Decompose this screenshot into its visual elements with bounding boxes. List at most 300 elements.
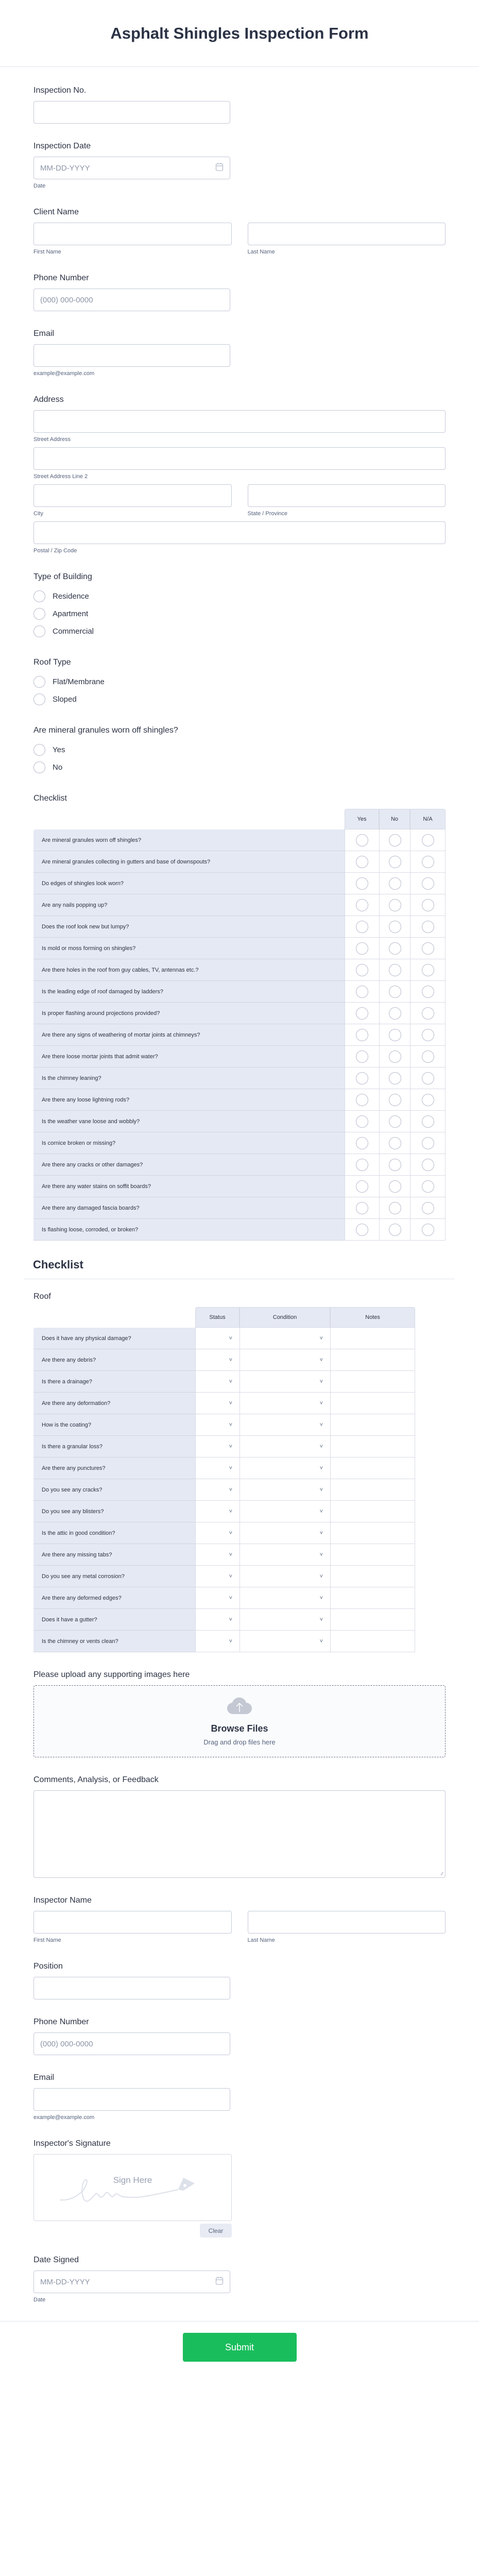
checklist-cell	[410, 981, 446, 1003]
radio-yes[interactable]	[356, 964, 368, 976]
inspection-no-label: Inspection No.	[33, 86, 87, 95]
signature-pen-icon	[60, 2175, 209, 2206]
table-row	[33, 959, 446, 981]
radio-no[interactable]	[389, 1072, 401, 1084]
radio-yes[interactable]	[356, 1094, 368, 1106]
checklist-cell	[410, 1067, 446, 1089]
radio-yes[interactable]	[356, 899, 368, 911]
checklist-field	[33, 793, 446, 1241]
row-question: Are there any deformation?	[33, 1393, 195, 1414]
radio-label: Yes	[53, 745, 65, 754]
checklist-cell	[345, 1024, 379, 1046]
radio-circle[interactable]	[33, 693, 45, 705]
table-row	[33, 851, 446, 873]
radio-na[interactable]	[422, 899, 434, 911]
radio-circle[interactable]	[33, 744, 45, 756]
column-header: Yes	[345, 809, 379, 829]
checklist-matrix	[33, 809, 446, 1241]
notes-input[interactable]	[330, 1371, 415, 1393]
table-row	[33, 1587, 446, 1609]
client-name-label: Client Name	[33, 208, 79, 216]
radio-yes[interactable]	[356, 1115, 368, 1128]
chevron-down-icon: ˅	[229, 1400, 232, 1406]
row-question: Is the leading edge of roof damaged by ladders?	[33, 981, 345, 1003]
status-dropdown[interactable]	[195, 1631, 239, 1652]
notes-input[interactable]	[330, 1544, 415, 1566]
submit-button[interactable]: Submit	[183, 2333, 297, 2362]
condition-dropdown[interactable]	[239, 1328, 330, 1349]
radio-no[interactable]	[389, 1180, 401, 1193]
checklist-section-heading: Checklist	[33, 1258, 83, 1271]
row-question: Do you see any cracks?	[33, 1479, 195, 1501]
address-label: Address	[33, 395, 64, 404]
notes-input[interactable]	[330, 1479, 415, 1501]
column-header: No	[379, 809, 410, 829]
checklist-cell	[410, 894, 446, 916]
chevron-down-icon: ˅	[229, 1378, 232, 1385]
chevron-down-icon: ˅	[319, 1530, 323, 1536]
checklist-cell	[345, 1111, 379, 1132]
upload-field	[33, 1670, 446, 1757]
status-dropdown[interactable]	[195, 1371, 239, 1393]
condition-dropdown[interactable]	[239, 1393, 330, 1414]
radio-no[interactable]	[389, 899, 401, 911]
status-dropdown[interactable]	[195, 1566, 239, 1587]
inspector-email-label: Email	[33, 2073, 55, 2082]
table-row	[33, 1501, 446, 1522]
radio-no[interactable]	[389, 1137, 401, 1149]
notes-input[interactable]	[330, 1458, 415, 1479]
radio-na[interactable]	[422, 834, 434, 846]
radio-label: Apartment	[53, 609, 89, 618]
chevron-down-icon: ˅	[319, 1616, 323, 1623]
phone-placeholder: (000) 000-0000	[40, 2039, 93, 2048]
row-question: Are there loose mortar joints that admit water?	[33, 1046, 345, 1067]
date-signed-field	[33, 2255, 446, 2303]
row-question: Does the roof look new but lumpy?	[33, 916, 345, 938]
row-question: Is flashing loose, corroded, or broken?	[33, 1219, 345, 1241]
checklist-cell	[410, 1197, 446, 1219]
radio-yes[interactable]	[356, 1202, 368, 1214]
status-dropdown[interactable]	[195, 1349, 239, 1371]
inspector-email-input[interactable]	[33, 2088, 230, 2111]
zip-sublabel: Postal / Zip Code	[33, 548, 77, 554]
radio-label: Commercial	[53, 626, 94, 636]
position-input[interactable]	[33, 1977, 230, 1999]
date-signed-sublabel: Date	[33, 2297, 46, 2303]
column-header: Condition	[239, 1307, 330, 1328]
condition-dropdown[interactable]	[239, 1609, 330, 1631]
browse-files-button[interactable]: Browse Files	[211, 1723, 268, 1734]
radio-no[interactable]	[389, 1202, 401, 1214]
inspector-first-name-input[interactable]	[33, 1911, 232, 1934]
radio-yes[interactable]	[356, 1159, 368, 1171]
checklist-cell	[410, 1089, 446, 1111]
radio-residence[interactable]	[33, 587, 446, 605]
street-address-2-sublabel: Street Address Line 2	[33, 473, 88, 480]
chevron-down-icon: ˅	[229, 1638, 232, 1645]
radio-na[interactable]	[422, 1224, 434, 1236]
notes-input[interactable]	[330, 1566, 415, 1587]
checklist-cell	[379, 1089, 410, 1111]
condition-dropdown[interactable]	[239, 1587, 330, 1609]
date-signed-label: Date Signed	[33, 2256, 79, 2264]
notes-input[interactable]	[330, 1609, 415, 1631]
table-row	[33, 1154, 446, 1176]
checklist-cell	[379, 1132, 410, 1154]
chevron-down-icon: ˅	[319, 1335, 323, 1342]
radio-no[interactable]	[389, 1050, 401, 1063]
inspector-name-label: Inspector Name	[33, 1896, 92, 1905]
table-row	[33, 829, 446, 851]
row-question: Is cornice broken or missing?	[33, 1132, 345, 1154]
condition-dropdown[interactable]	[239, 1349, 330, 1371]
chevron-down-icon: ˅	[319, 1400, 323, 1406]
notes-input[interactable]	[330, 1328, 415, 1349]
checklist-cell	[410, 1154, 446, 1176]
building-type-label: Type of Building	[33, 572, 92, 581]
checklist-cell	[345, 1154, 379, 1176]
table-row	[33, 1414, 446, 1436]
condition-dropdown[interactable]	[239, 1566, 330, 1587]
granules-field	[33, 725, 446, 776]
chevron-down-icon: ˅	[229, 1616, 232, 1623]
form-body	[0, 67, 479, 2303]
checklist-cell	[410, 1003, 446, 1024]
status-dropdown[interactable]	[195, 1328, 239, 1349]
checklist-cell	[410, 1046, 446, 1067]
row-question: Do you see any metal corrosion?	[33, 1566, 195, 1587]
radio-yes[interactable]	[356, 877, 368, 890]
condition-dropdown[interactable]	[239, 1544, 330, 1566]
checklist-cell	[410, 829, 446, 851]
condition-dropdown[interactable]	[239, 1414, 330, 1436]
radio-na[interactable]	[422, 921, 434, 933]
notes-input[interactable]	[330, 1631, 415, 1652]
roof-type-label: Roof Type	[33, 658, 71, 667]
radio-label: Residence	[53, 591, 89, 601]
table-row	[33, 981, 446, 1003]
radio-na[interactable]	[422, 986, 434, 998]
checklist-cell	[379, 1046, 410, 1067]
condition-dropdown[interactable]	[239, 1479, 330, 1501]
inspector-name-field	[33, 1895, 446, 1944]
chevron-down-icon: ˅	[319, 1378, 323, 1385]
checklist-cell	[345, 851, 379, 873]
form-header	[0, 0, 479, 67]
inspector-email-field	[33, 2073, 446, 2121]
radio-yes[interactable]	[356, 1029, 368, 1041]
radio-apartment[interactable]	[33, 605, 446, 622]
table-row	[33, 1132, 446, 1154]
row-question: How is the coating?	[33, 1414, 195, 1436]
table-row	[33, 1197, 446, 1219]
table-row	[33, 1436, 446, 1458]
street-address-sublabel: Street Address	[33, 436, 71, 443]
table-row	[33, 916, 446, 938]
file-upload-dropzone[interactable]	[33, 1685, 446, 1757]
row-question: Is the weather vane loose and wobbly?	[33, 1111, 345, 1132]
checklist-cell	[410, 873, 446, 894]
checklist-cell	[379, 1024, 410, 1046]
phone-input[interactable]	[33, 289, 230, 311]
radio-yes[interactable]	[356, 1050, 368, 1063]
column-header: Notes	[330, 1307, 415, 1328]
radio-na[interactable]	[422, 1115, 434, 1128]
notes-input[interactable]	[330, 1501, 415, 1522]
radio-na[interactable]	[422, 1029, 434, 1041]
checklist-cell	[345, 873, 379, 894]
radio-circle[interactable]	[33, 761, 45, 773]
client-first-name-input[interactable]	[33, 223, 232, 245]
radio-no[interactable]	[389, 1224, 401, 1236]
signature-label: Inspector's Signature	[33, 2139, 111, 2148]
radio-yes[interactable]	[356, 986, 368, 998]
chevron-down-icon: ˅	[229, 1595, 232, 1601]
comments-textarea[interactable]	[33, 1790, 446, 1878]
form-title: Asphalt Shingles Inspection Form	[110, 24, 369, 42]
status-dropdown[interactable]	[195, 1393, 239, 1414]
notes-input[interactable]	[330, 1393, 415, 1414]
table-row	[33, 1393, 446, 1414]
radio-na[interactable]	[422, 1159, 434, 1171]
chevron-down-icon: ˅	[319, 1421, 323, 1428]
radio-no[interactable]	[389, 1159, 401, 1171]
chevron-down-icon: ˅	[319, 1638, 323, 1645]
checklist-cell	[379, 829, 410, 851]
chevron-down-icon: ˅	[319, 1551, 323, 1558]
resize-handle-icon[interactable]: ⁄⁄	[441, 1871, 443, 1876]
radio-yes[interactable]	[33, 741, 446, 758]
state-sublabel: State / Province	[247, 511, 288, 517]
status-dropdown[interactable]	[195, 1609, 239, 1631]
radio-no[interactable]	[389, 964, 401, 976]
chevron-down-icon: ˅	[229, 1486, 232, 1493]
notes-input[interactable]	[330, 1349, 415, 1371]
comments-label: Comments, Analysis, or Feedback	[33, 1775, 159, 1784]
row-question: Are there any debris?	[33, 1349, 195, 1371]
inspection-date-input[interactable]	[33, 157, 230, 179]
row-question: Is proper flashing around projections provided?	[33, 1003, 345, 1024]
radio-no[interactable]	[389, 1115, 401, 1128]
checklist-cell	[345, 1003, 379, 1024]
condition-dropdown[interactable]	[239, 1501, 330, 1522]
state-input[interactable]	[248, 484, 446, 507]
row-question: Is the chimney or vents clean?	[33, 1631, 195, 1652]
email-input[interactable]	[33, 344, 230, 367]
roof-field	[33, 1292, 446, 1652]
radio-na[interactable]	[422, 1180, 434, 1193]
status-dropdown[interactable]	[195, 1479, 239, 1501]
checklist-cell	[345, 1176, 379, 1197]
status-dropdown[interactable]	[195, 1522, 239, 1544]
table-header-row	[195, 1307, 446, 1328]
row-question: Are mineral granules collecting in gutters and base of downspouts?	[33, 851, 345, 873]
radio-yes[interactable]	[356, 856, 368, 868]
checklist-cell	[379, 1111, 410, 1132]
inspector-phone-label: Phone Number	[33, 2018, 89, 2026]
radio-no[interactable]	[33, 758, 446, 776]
date-signed-input[interactable]	[33, 2270, 230, 2293]
phone-placeholder: (000) 000-0000	[40, 295, 93, 304]
chevron-down-icon: ˅	[229, 1357, 232, 1363]
radio-circle[interactable]	[33, 608, 45, 620]
radio-yes[interactable]	[356, 1224, 368, 1236]
column-header: Status	[195, 1307, 239, 1328]
street-address-input[interactable]	[33, 410, 446, 433]
radio-flat-membrane[interactable]	[33, 673, 446, 690]
table-row	[33, 1566, 446, 1587]
row-question: Are there any loose lightning rods?	[33, 1089, 345, 1111]
city-sublabel: City	[33, 511, 43, 517]
row-question: Are mineral granules worn off shingles?	[33, 829, 345, 851]
checklist-cell	[379, 851, 410, 873]
table-row	[33, 873, 446, 894]
radio-yes[interactable]	[356, 1007, 368, 1020]
table-row	[33, 1067, 446, 1089]
inspector-first-sublabel: First Name	[33, 1937, 61, 1943]
inspection-no-input[interactable]	[33, 101, 230, 124]
signature-field	[33, 2139, 446, 2238]
checklist-cell	[410, 916, 446, 938]
checklist-cell	[379, 873, 410, 894]
radio-na[interactable]	[422, 1137, 434, 1149]
status-dropdown[interactable]	[195, 1544, 239, 1566]
checklist-cell	[410, 1111, 446, 1132]
chevron-down-icon: ˅	[319, 1573, 323, 1580]
notes-input[interactable]	[330, 1587, 415, 1609]
chevron-down-icon: ˅	[229, 1465, 232, 1471]
radio-yes[interactable]	[356, 1180, 368, 1193]
condition-dropdown[interactable]	[239, 1458, 330, 1479]
notes-input[interactable]	[330, 1522, 415, 1544]
chevron-down-icon: ˅	[319, 1508, 323, 1515]
clear-signature-button[interactable]: Clear	[200, 2224, 232, 2238]
row-question: Are there any damaged fascia boards?	[33, 1197, 345, 1219]
table-row	[33, 938, 446, 959]
radio-yes[interactable]	[356, 921, 368, 933]
street-address-2-input[interactable]	[33, 447, 446, 470]
checklist-cell	[345, 1089, 379, 1111]
checklist-cell	[379, 938, 410, 959]
status-dropdown[interactable]	[195, 1414, 239, 1436]
signature-pad[interactable]	[33, 2154, 232, 2221]
inspection-no-field	[33, 86, 446, 124]
radio-na[interactable]	[422, 1094, 434, 1106]
radio-no[interactable]	[389, 834, 401, 846]
radio-no[interactable]	[389, 1007, 401, 1020]
condition-dropdown[interactable]	[239, 1436, 330, 1458]
calendar-icon[interactable]	[215, 162, 224, 174]
radio-na[interactable]	[422, 1050, 434, 1063]
status-dropdown[interactable]	[195, 1587, 239, 1609]
radio-circle[interactable]	[33, 625, 45, 637]
radio-na[interactable]	[422, 964, 434, 976]
status-dropdown[interactable]	[195, 1501, 239, 1522]
position-field	[33, 1961, 446, 1999]
chevron-down-icon: ˅	[319, 1595, 323, 1601]
checklist-cell	[379, 1003, 410, 1024]
checklist-cell	[345, 959, 379, 981]
table-row	[33, 1089, 446, 1111]
notes-input[interactable]	[330, 1436, 415, 1458]
radio-no[interactable]	[389, 856, 401, 868]
radio-na[interactable]	[422, 877, 434, 890]
radio-circle[interactable]	[33, 590, 45, 602]
radio-no[interactable]	[389, 1094, 401, 1106]
checklist-cell	[345, 1067, 379, 1089]
radio-na[interactable]	[422, 1072, 434, 1084]
radio-yes[interactable]	[356, 1072, 368, 1084]
radio-na[interactable]	[422, 1202, 434, 1214]
checklist-cell	[410, 1219, 446, 1241]
chevron-down-icon: ˅	[229, 1421, 232, 1428]
condition-dropdown[interactable]	[239, 1371, 330, 1393]
radio-na[interactable]	[422, 856, 434, 868]
chevron-down-icon: ˅	[229, 1530, 232, 1536]
checklist-cell	[410, 851, 446, 873]
inspector-phone-field	[33, 2017, 446, 2055]
checklist-cell	[345, 894, 379, 916]
radio-label: No	[53, 762, 63, 772]
address-field	[33, 395, 446, 554]
checklist-cell	[345, 1132, 379, 1154]
condition-dropdown[interactable]	[239, 1522, 330, 1544]
radio-no[interactable]	[389, 1029, 401, 1041]
radio-no[interactable]	[389, 877, 401, 890]
radio-yes[interactable]	[356, 1137, 368, 1149]
chevron-down-icon: ˅	[319, 1443, 323, 1450]
radio-no[interactable]	[389, 942, 401, 955]
radio-na[interactable]	[422, 942, 434, 955]
chevron-down-icon: ˅	[319, 1357, 323, 1363]
city-input[interactable]	[33, 484, 232, 507]
radio-na[interactable]	[422, 1007, 434, 1020]
inspector-phone-input[interactable]	[33, 2032, 230, 2055]
calendar-icon[interactable]	[215, 2276, 224, 2287]
status-dropdown[interactable]	[195, 1458, 239, 1479]
radio-circle[interactable]	[33, 676, 45, 688]
checklist-cell	[345, 916, 379, 938]
status-dropdown[interactable]	[195, 1436, 239, 1458]
checklist-cell	[410, 1132, 446, 1154]
chevron-down-icon: ˅	[229, 1551, 232, 1558]
phone-field	[33, 273, 446, 311]
last-name-sublabel: Last Name	[247, 249, 275, 255]
checklist-cell	[345, 1197, 379, 1219]
checklist-cell	[379, 1067, 410, 1089]
radio-yes[interactable]	[356, 942, 368, 955]
comments-field	[33, 1775, 446, 1878]
condition-dropdown[interactable]	[239, 1631, 330, 1652]
inspection-date-sublabel: Date	[33, 183, 46, 189]
inspection-date-label: Inspection Date	[33, 142, 91, 150]
checklist-cell	[379, 1154, 410, 1176]
client-last-name-input[interactable]	[248, 223, 446, 245]
inspector-last-name-input[interactable]	[248, 1911, 446, 1934]
radio-sloped[interactable]	[33, 690, 446, 708]
zip-input[interactable]	[33, 521, 446, 544]
radio-commercial[interactable]	[33, 622, 446, 640]
radio-no[interactable]	[389, 921, 401, 933]
table-row	[33, 1609, 446, 1631]
table-header-row	[345, 809, 446, 829]
notes-input[interactable]	[330, 1414, 415, 1436]
row-question: Does it have a gutter?	[33, 1609, 195, 1631]
radio-yes[interactable]	[356, 834, 368, 846]
radio-no[interactable]	[389, 986, 401, 998]
table-row	[33, 1111, 446, 1132]
